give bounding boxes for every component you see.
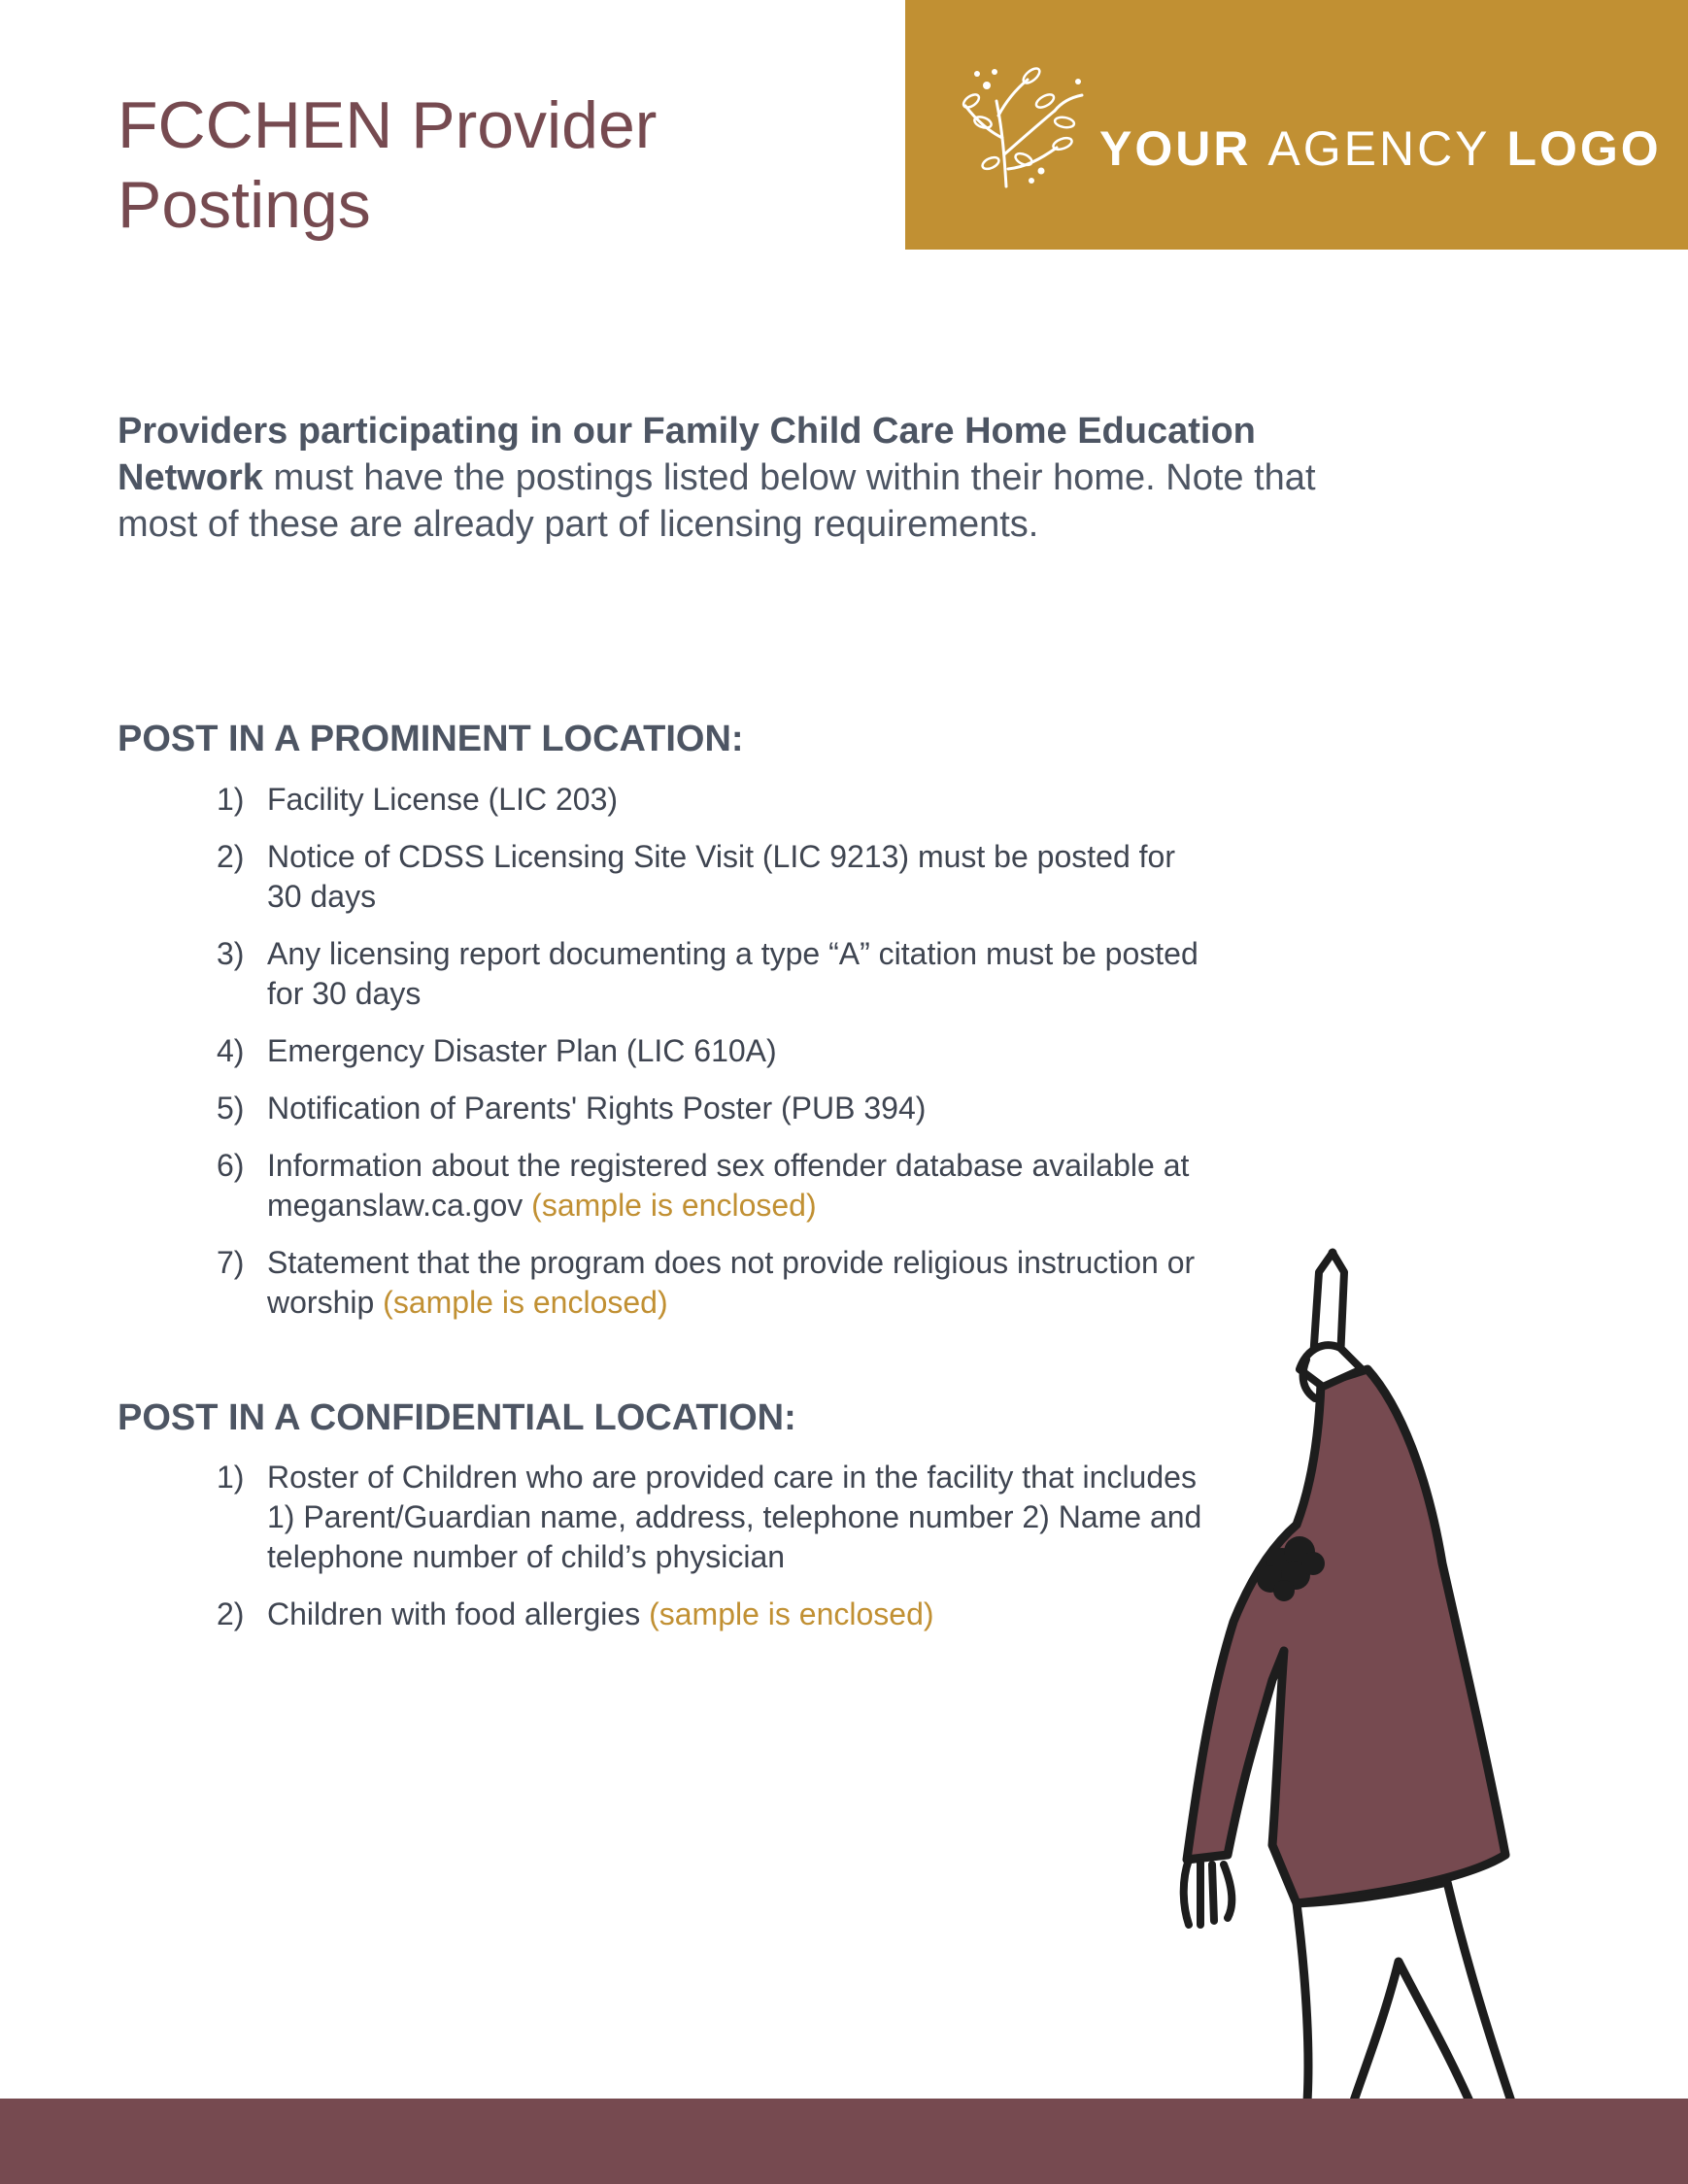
item-text: Notification of Parents' Rights Poster (PUB 394)	[267, 1091, 927, 1126]
list-item	[217, 780, 1209, 820]
sample-enclosed-note: (sample is enclosed)	[383, 1285, 668, 1320]
item-text: Roster of Children who are provided care in the facility that includes 1) Parent/Guardian name, address, telephone number 2) Name and telephone number of child’s physician	[267, 1460, 1202, 1574]
list-item	[217, 1458, 1209, 1577]
logo-wordmark	[1099, 120, 1662, 177]
item-number: 1)	[217, 782, 245, 817]
confidential-list	[217, 1458, 1209, 1652]
sample-enclosed-note: (sample is enclosed)	[531, 1188, 817, 1223]
logo-word-agency: AGENCY	[1267, 121, 1491, 176]
prominent-heading: POST IN A PROMINENT LOCATION:	[118, 719, 744, 759]
list-item	[217, 1595, 1209, 1634]
logo-word-logo: LOGO	[1506, 121, 1662, 176]
prominent-list	[217, 780, 1209, 1340]
intro-paragraph	[118, 408, 1341, 548]
item-number: 1)	[217, 1460, 245, 1495]
footer-bar	[0, 2099, 1688, 2184]
agency-logo	[905, 0, 1688, 250]
child-drawing-illustration	[1107, 1233, 1651, 2184]
item-text: Any licensing report documenting a type “A” citation must be posted for 30 days	[267, 936, 1198, 1011]
item-number: 2)	[217, 1596, 245, 1631]
item-number: 5)	[217, 1091, 245, 1126]
sample-enclosed-note: (sample is enclosed)	[649, 1596, 934, 1631]
list-item	[217, 1089, 1209, 1128]
page-title: FCCHEN Provider Postings	[118, 88, 658, 242]
item-text: Facility License (LIC 203)	[267, 782, 619, 817]
list-item	[217, 1243, 1209, 1323]
intro-bold-lead: Providers participating in our Family Child Care Home Education Network	[118, 411, 1256, 498]
confidential-heading: POST IN A CONFIDENTIAL LOCATION:	[118, 1397, 796, 1438]
list-item	[217, 837, 1209, 917]
item-text: Information about the registered sex offender database available at meganslaw.ca.gov	[267, 1148, 1190, 1223]
item-text: Notice of CDSS Licensing Site Visit (LIC 9213) must be posted for 30 days	[267, 839, 1175, 914]
item-text: Statement that the program does not provide religious instruction or worship	[267, 1245, 1196, 1320]
item-number: 4)	[217, 1033, 245, 1068]
intro-rest: must have the postings listed below within their home. Note that most of these are already part of licensing requirements.	[118, 457, 1316, 545]
logo-word-your: YOUR	[1099, 121, 1252, 176]
list-item	[217, 1031, 1209, 1071]
item-number: 3)	[217, 936, 245, 971]
item-text: Children with food allergies	[267, 1596, 650, 1631]
item-number: 2)	[217, 839, 245, 874]
list-item	[217, 1146, 1209, 1226]
item-text: Emergency Disaster Plan (LIC 610A)	[267, 1033, 777, 1068]
item-number: 7)	[217, 1245, 245, 1280]
list-item	[217, 934, 1209, 1014]
floral-sprig-icon	[948, 62, 1094, 188]
item-number: 6)	[217, 1148, 245, 1183]
